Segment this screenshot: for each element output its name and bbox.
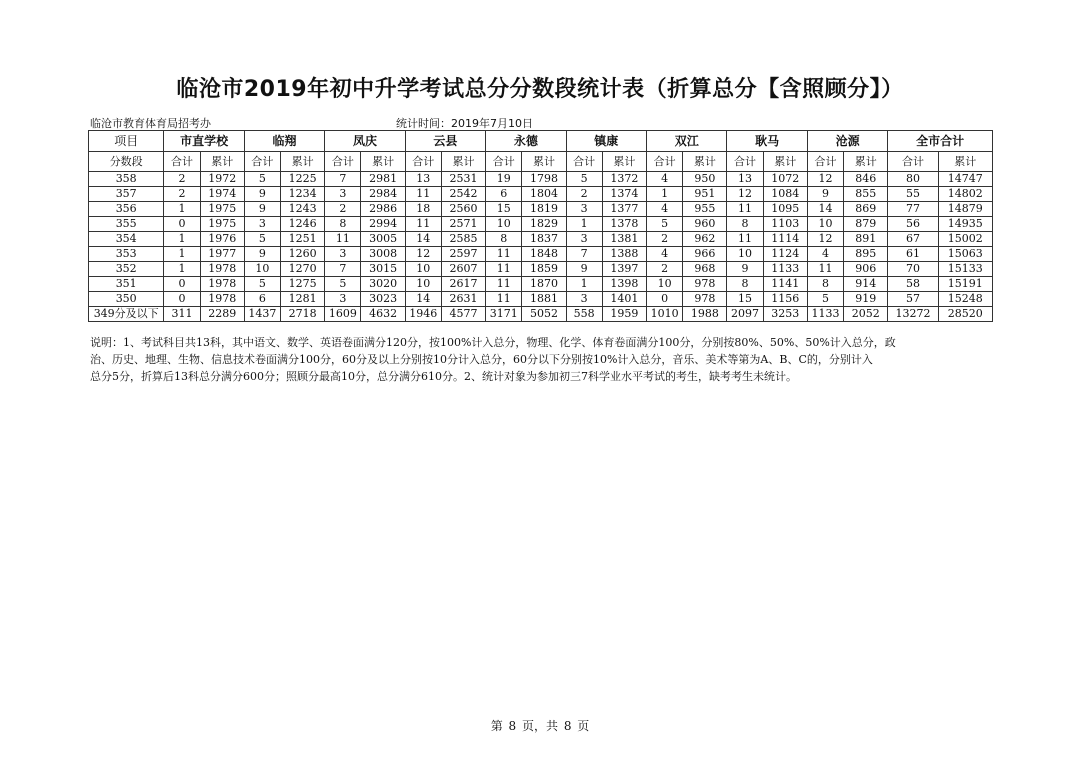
- count-cell: 0: [164, 292, 200, 307]
- count-cell: 3: [244, 217, 280, 232]
- count-cell: 0: [164, 277, 200, 292]
- region-header: 沧源: [807, 131, 887, 152]
- table-row: [89, 187, 993, 202]
- count-cell: 2: [566, 187, 602, 202]
- count-cell: 14: [807, 202, 843, 217]
- cumulative-cell: 15248: [938, 292, 992, 307]
- count-cell: 13272: [888, 307, 938, 322]
- cumulative-cell: 15191: [938, 277, 992, 292]
- cumulative-header: 累计: [844, 152, 888, 172]
- cumulative-cell: 1978: [200, 262, 244, 277]
- count-cell: 61: [888, 247, 938, 262]
- cumulative-cell: 1156: [763, 292, 807, 307]
- cumulative-cell: 2986: [361, 202, 405, 217]
- cumulative-cell: 951: [683, 187, 727, 202]
- note-line: 治、历史、地理、生物、信息技术卷面满分100分，60分及以上分别按10分计入总分，60分以下分别按10%计入总分，音乐、美术等第为A、B、C的，分别计入: [90, 353, 873, 366]
- count-cell: 10: [647, 277, 683, 292]
- count-cell: 70: [888, 262, 938, 277]
- count-cell: 12: [727, 187, 763, 202]
- count-cell: 3: [566, 292, 602, 307]
- count-cell: 13: [405, 172, 441, 187]
- count-cell: 11: [486, 247, 522, 262]
- count-cell: 2: [164, 187, 200, 202]
- note-line: 说明：1、考试科目共13科，其中语文、数学、英语卷面满分120分，按100%计入总分，物理、化学、体育卷面满分100分，分别按80%、50%、50%计入总分，政: [90, 336, 896, 349]
- count-cell: 8: [807, 277, 843, 292]
- count-cell: 1: [164, 232, 200, 247]
- cumulative-cell: 1988: [683, 307, 727, 322]
- table-row: [89, 202, 993, 217]
- cumulative-cell: 1133: [763, 262, 807, 277]
- cumulative-cell: 2607: [441, 262, 485, 277]
- table-row: [89, 307, 993, 322]
- score-band-cell: 356: [89, 202, 164, 217]
- count-cell: 9: [727, 262, 763, 277]
- count-cell: 1: [566, 217, 602, 232]
- count-cell: 10: [244, 262, 280, 277]
- cumulative-cell: 15002: [938, 232, 992, 247]
- score-band-cell: 352: [89, 262, 164, 277]
- cumulative-cell: 1798: [522, 172, 566, 187]
- count-cell: 5: [244, 232, 280, 247]
- cumulative-cell: 2994: [361, 217, 405, 232]
- cumulative-cell: 1381: [602, 232, 646, 247]
- table-row: [89, 262, 993, 277]
- cumulative-cell: 2571: [441, 217, 485, 232]
- count-cell: 5: [566, 172, 602, 187]
- count-cell: 57: [888, 292, 938, 307]
- cumulative-cell: 1977: [200, 247, 244, 262]
- count-cell: 5: [244, 172, 280, 187]
- count-header: 合计: [405, 152, 441, 172]
- count-cell: 12: [807, 172, 843, 187]
- cumulative-cell: 14935: [938, 217, 992, 232]
- cumulative-cell: 1859: [522, 262, 566, 277]
- count-cell: 8: [727, 217, 763, 232]
- cumulative-cell: 962: [683, 232, 727, 247]
- cumulative-cell: 1398: [602, 277, 646, 292]
- count-cell: 14: [405, 292, 441, 307]
- count-cell: 5: [325, 277, 361, 292]
- count-cell: 3: [566, 232, 602, 247]
- count-cell: 10: [486, 217, 522, 232]
- cumulative-cell: 1275: [281, 277, 325, 292]
- explanatory-note: [90, 334, 990, 385]
- count-cell: 6: [486, 187, 522, 202]
- cumulative-cell: 1260: [281, 247, 325, 262]
- table-row: [89, 292, 993, 307]
- count-cell: 1: [566, 277, 602, 292]
- count-cell: 11: [405, 187, 441, 202]
- cumulative-cell: 1870: [522, 277, 566, 292]
- count-cell: 2: [647, 262, 683, 277]
- cumulative-cell: 2585: [441, 232, 485, 247]
- count-cell: 11: [405, 217, 441, 232]
- cumulative-cell: 1819: [522, 202, 566, 217]
- cumulative-header: 累计: [200, 152, 244, 172]
- cumulative-cell: 3023: [361, 292, 405, 307]
- count-cell: 11: [727, 232, 763, 247]
- cumulative-cell: 978: [683, 292, 727, 307]
- count-header: 合计: [325, 152, 361, 172]
- cumulative-cell: 855: [844, 187, 888, 202]
- count-cell: 4: [647, 247, 683, 262]
- region-header: 耿马: [727, 131, 807, 152]
- count-cell: 67: [888, 232, 938, 247]
- count-cell: 55: [888, 187, 938, 202]
- count-cell: 0: [164, 217, 200, 232]
- count-cell: 9: [244, 247, 280, 262]
- cumulative-cell: 960: [683, 217, 727, 232]
- count-cell: 5: [244, 277, 280, 292]
- cumulative-cell: 1114: [763, 232, 807, 247]
- count-cell: 56: [888, 217, 938, 232]
- score-band-header: 分数段: [89, 152, 164, 172]
- cumulative-header: 累计: [683, 152, 727, 172]
- cumulative-cell: 1397: [602, 262, 646, 277]
- region-header-row: [89, 131, 993, 152]
- count-cell: 5: [647, 217, 683, 232]
- cumulative-cell: 5052: [522, 307, 566, 322]
- count-cell: 1946: [405, 307, 441, 322]
- region-header: 凤庆: [325, 131, 405, 152]
- cumulative-cell: 2984: [361, 187, 405, 202]
- score-band-cell: 355: [89, 217, 164, 232]
- cumulative-cell: 1974: [200, 187, 244, 202]
- cumulative-cell: 1377: [602, 202, 646, 217]
- count-cell: 11: [325, 232, 361, 247]
- region-header: 云县: [405, 131, 485, 152]
- cumulative-header: 累计: [281, 152, 325, 172]
- cumulative-cell: 1378: [602, 217, 646, 232]
- count-cell: 1133: [807, 307, 843, 322]
- cumulative-cell: 1225: [281, 172, 325, 187]
- count-cell: 11: [807, 262, 843, 277]
- score-band-cell: 358: [89, 172, 164, 187]
- count-cell: 8: [727, 277, 763, 292]
- cumulative-cell: 2542: [441, 187, 485, 202]
- count-cell: 14: [405, 232, 441, 247]
- sub-header-row: [89, 152, 993, 172]
- cumulative-cell: 2981: [361, 172, 405, 187]
- cumulative-cell: 1084: [763, 187, 807, 202]
- count-cell: 1: [164, 202, 200, 217]
- cumulative-cell: 2052: [844, 307, 888, 322]
- region-header: 永德: [486, 131, 566, 152]
- count-cell: 7: [325, 172, 361, 187]
- count-cell: 8: [486, 232, 522, 247]
- cumulative-cell: 1124: [763, 247, 807, 262]
- score-band-cell: 351: [89, 277, 164, 292]
- issuer-label: 临沧市教育体育局招考办: [90, 117, 211, 130]
- cumulative-cell: 1975: [200, 217, 244, 232]
- count-cell: 9: [244, 187, 280, 202]
- cumulative-cell: 28520: [938, 307, 992, 322]
- count-cell: 15: [486, 202, 522, 217]
- count-header: 合计: [647, 152, 683, 172]
- count-header: 合计: [486, 152, 522, 172]
- score-band-cell: 349分及以下: [89, 307, 164, 322]
- cumulative-cell: 14747: [938, 172, 992, 187]
- cumulative-cell: 1978: [200, 292, 244, 307]
- count-cell: 13: [727, 172, 763, 187]
- score-band-cell: 357: [89, 187, 164, 202]
- page-footer: 第 8 页，共 8 页: [490, 719, 590, 733]
- note-line: 总分5分，折算后13科总分满分600分；照顾分最高10分，总分满分610分。2、统计对象为参加初三7科学业水平考试的考生，缺考考生未统计。: [90, 370, 797, 383]
- cumulative-cell: 1975: [200, 202, 244, 217]
- count-cell: 12: [807, 232, 843, 247]
- count-cell: 80: [888, 172, 938, 187]
- count-cell: 1010: [647, 307, 683, 322]
- table-row: [89, 232, 993, 247]
- count-cell: 9: [244, 202, 280, 217]
- cumulative-cell: 14802: [938, 187, 992, 202]
- cumulative-cell: 1374: [602, 187, 646, 202]
- cumulative-header: 累计: [522, 152, 566, 172]
- count-cell: 9: [807, 187, 843, 202]
- cumulative-cell: 879: [844, 217, 888, 232]
- count-cell: 19: [486, 172, 522, 187]
- cumulative-cell: 3005: [361, 232, 405, 247]
- count-cell: 12: [405, 247, 441, 262]
- cumulative-cell: 978: [683, 277, 727, 292]
- count-cell: 10: [727, 247, 763, 262]
- cumulative-header: 累计: [763, 152, 807, 172]
- count-cell: 4: [807, 247, 843, 262]
- score-band-cell: 353: [89, 247, 164, 262]
- cumulative-cell: 1072: [763, 172, 807, 187]
- cumulative-cell: 2617: [441, 277, 485, 292]
- cumulative-cell: 1848: [522, 247, 566, 262]
- count-cell: 10: [807, 217, 843, 232]
- table-row: [89, 247, 993, 262]
- cumulative-cell: 2718: [281, 307, 325, 322]
- count-cell: 77: [888, 202, 938, 217]
- score-band-cell: 354: [89, 232, 164, 247]
- cumulative-cell: 1804: [522, 187, 566, 202]
- cumulative-cell: 2289: [200, 307, 244, 322]
- cumulative-cell: 2560: [441, 202, 485, 217]
- cumulative-cell: 1976: [200, 232, 244, 247]
- count-cell: 3: [325, 187, 361, 202]
- cumulative-cell: 1978: [200, 277, 244, 292]
- cumulative-cell: 3008: [361, 247, 405, 262]
- cumulative-cell: 906: [844, 262, 888, 277]
- cumulative-cell: 1243: [281, 202, 325, 217]
- cumulative-cell: 4577: [441, 307, 485, 322]
- count-cell: 2: [325, 202, 361, 217]
- cumulative-cell: 1388: [602, 247, 646, 262]
- count-cell: 0: [647, 292, 683, 307]
- cumulative-cell: 1829: [522, 217, 566, 232]
- cumulative-cell: 1141: [763, 277, 807, 292]
- count-cell: 4: [647, 172, 683, 187]
- count-cell: 18: [405, 202, 441, 217]
- count-header: 合计: [888, 152, 938, 172]
- count-cell: 3: [566, 202, 602, 217]
- table-row: [89, 172, 993, 187]
- count-header: 合计: [727, 152, 763, 172]
- cumulative-cell: 1837: [522, 232, 566, 247]
- count-cell: 11: [727, 202, 763, 217]
- cumulative-cell: 1972: [200, 172, 244, 187]
- cumulative-cell: 2597: [441, 247, 485, 262]
- cumulative-cell: 968: [683, 262, 727, 277]
- count-header: 合计: [164, 152, 200, 172]
- count-cell: 11: [486, 262, 522, 277]
- corner-header: 项目: [89, 131, 164, 152]
- cumulative-cell: 14879: [938, 202, 992, 217]
- count-cell: 1609: [325, 307, 361, 322]
- cumulative-cell: 3015: [361, 262, 405, 277]
- count-cell: 7: [325, 262, 361, 277]
- count-cell: 1437: [244, 307, 280, 322]
- count-cell: 1: [164, 262, 200, 277]
- count-cell: 58: [888, 277, 938, 292]
- table-row: [89, 277, 993, 292]
- cumulative-cell: 1103: [763, 217, 807, 232]
- cumulative-cell: 1246: [281, 217, 325, 232]
- count-cell: 11: [486, 277, 522, 292]
- cumulative-cell: 1251: [281, 232, 325, 247]
- cumulative-header: 累计: [361, 152, 405, 172]
- count-cell: 558: [566, 307, 602, 322]
- count-cell: 3: [325, 247, 361, 262]
- cumulative-header: 累计: [938, 152, 992, 172]
- count-cell: 1: [164, 247, 200, 262]
- count-cell: 5: [807, 292, 843, 307]
- count-cell: 3171: [486, 307, 522, 322]
- cumulative-cell: 1270: [281, 262, 325, 277]
- region-header: 临翔: [244, 131, 324, 152]
- cumulative-cell: 4632: [361, 307, 405, 322]
- count-cell: 2097: [727, 307, 763, 322]
- count-cell: 3: [325, 292, 361, 307]
- count-cell: 15: [727, 292, 763, 307]
- cumulative-cell: 869: [844, 202, 888, 217]
- count-cell: 9: [566, 262, 602, 277]
- table-row: [89, 217, 993, 232]
- cumulative-cell: 1095: [763, 202, 807, 217]
- count-cell: 6: [244, 292, 280, 307]
- count-cell: 1: [647, 187, 683, 202]
- cumulative-cell: 955: [683, 202, 727, 217]
- cumulative-cell: 1959: [602, 307, 646, 322]
- count-cell: 7: [566, 247, 602, 262]
- cumulative-cell: 846: [844, 172, 888, 187]
- cumulative-cell: 919: [844, 292, 888, 307]
- count-cell: 2: [164, 172, 200, 187]
- count-header: 合计: [807, 152, 843, 172]
- cumulative-cell: 1881: [522, 292, 566, 307]
- region-header: 市直学校: [164, 131, 244, 152]
- cumulative-header: 累计: [441, 152, 485, 172]
- count-cell: 311: [164, 307, 200, 322]
- count-cell: 2: [647, 232, 683, 247]
- cumulative-cell: 950: [683, 172, 727, 187]
- cumulative-cell: 2631: [441, 292, 485, 307]
- cumulative-cell: 895: [844, 247, 888, 262]
- region-header: 双江: [647, 131, 727, 152]
- score-band-cell: 350: [89, 292, 164, 307]
- score-distribution-table: [88, 130, 993, 322]
- cumulative-header: 累计: [602, 152, 646, 172]
- cumulative-cell: 966: [683, 247, 727, 262]
- count-cell: 8: [325, 217, 361, 232]
- count-header: 合计: [244, 152, 280, 172]
- count-cell: 10: [405, 277, 441, 292]
- cumulative-cell: 1234: [281, 187, 325, 202]
- count-cell: 11: [486, 292, 522, 307]
- cumulative-cell: 914: [844, 277, 888, 292]
- cumulative-cell: 1372: [602, 172, 646, 187]
- cumulative-cell: 15063: [938, 247, 992, 262]
- count-header: 合计: [566, 152, 602, 172]
- stat-time-label: 统计时间：2019年7月10日: [396, 117, 533, 130]
- cumulative-cell: 1281: [281, 292, 325, 307]
- count-cell: 4: [647, 202, 683, 217]
- cumulative-cell: 2531: [441, 172, 485, 187]
- cumulative-cell: 3253: [763, 307, 807, 322]
- region-header: 全市合计: [888, 131, 993, 152]
- document-title: 临沧市2019年初中升学考试总分分数段统计表（折算总分【含照顾分】）: [176, 77, 904, 102]
- cumulative-cell: 15133: [938, 262, 992, 277]
- cumulative-cell: 1401: [602, 292, 646, 307]
- cumulative-cell: 3020: [361, 277, 405, 292]
- region-header: 镇康: [566, 131, 646, 152]
- count-cell: 10: [405, 262, 441, 277]
- cumulative-cell: 891: [844, 232, 888, 247]
